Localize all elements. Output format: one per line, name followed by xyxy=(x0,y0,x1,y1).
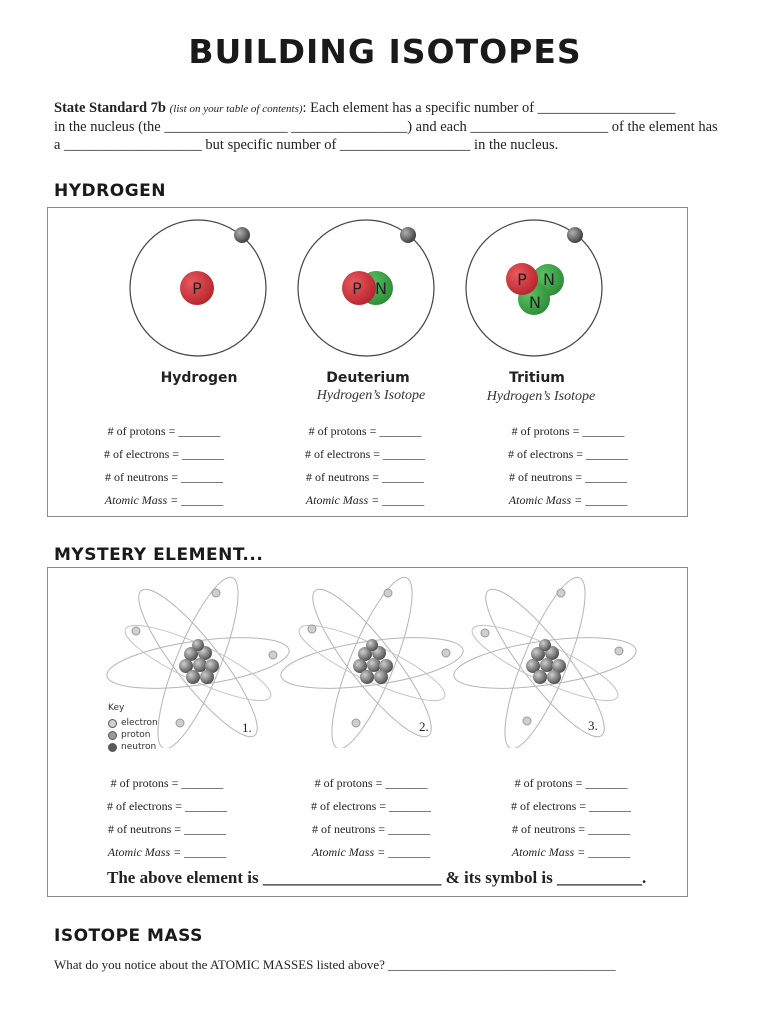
electrons-question: # of electrons = _______ xyxy=(103,447,225,461)
particle-key xyxy=(108,703,158,753)
mystery-atom-3 xyxy=(451,569,639,748)
electrons-question: # of electrons = _______ xyxy=(507,447,629,461)
key-title: Key xyxy=(108,703,125,713)
key-neutron xyxy=(108,741,158,753)
electron xyxy=(615,647,623,655)
proton-swatch xyxy=(108,731,117,740)
section-isotope-mass-heading: ISOTOPE MASS xyxy=(54,926,203,946)
hydrogen-questions-3 xyxy=(468,420,668,512)
electron xyxy=(132,627,140,635)
atomic-mass-question: Atomic Mass = _______ xyxy=(107,845,227,859)
neutron-label: N xyxy=(375,279,387,298)
electrons-question: # of electrons = _______ xyxy=(106,799,228,813)
key-electron xyxy=(108,717,158,729)
proton-label: P xyxy=(517,270,527,289)
section-hydrogen-heading: HYDROGEN xyxy=(54,181,166,201)
electrons-question: # of electrons = _______ xyxy=(510,799,632,813)
protons-question: # of protons = _______ xyxy=(308,424,422,438)
neutrons-question: # of neutrons = _______ xyxy=(104,470,224,484)
atom-name-hydrogen: Hydrogen xyxy=(160,370,238,386)
electrons-question: # of electrons = _______ xyxy=(304,447,426,461)
standard-text-3: a ___________________ but specific number of __________________ in the nucleus. xyxy=(54,137,559,153)
atomic-mass-question: Atomic Mass = _______ xyxy=(311,845,431,859)
key-proton-label: proton xyxy=(121,730,151,740)
electron xyxy=(308,625,316,633)
standard-label: State Standard 7b xyxy=(54,100,166,116)
electron xyxy=(352,719,360,727)
atomic-mass-question: Atomic Mass = _______ xyxy=(305,493,425,507)
deuterium-atom xyxy=(298,220,434,356)
neutrons-question: # of neutrons = _______ xyxy=(511,822,631,836)
atom-name-deuterium: Deuterium xyxy=(326,370,410,386)
neutrons-question: # of neutrons = _______ xyxy=(305,470,425,484)
electrons-question: # of electrons = _______ xyxy=(310,799,432,813)
standard-note: (list on your table of contents) xyxy=(169,103,303,115)
isotope-mass-question: What do you notice about the ATOMIC MASSES listed above? ___________________________________ xyxy=(54,957,616,972)
hydrogen-questions-1 xyxy=(64,420,264,512)
atomic-mass-question: Atomic Mass = _______ xyxy=(511,845,631,859)
standard-text-2: in the nucleus (the _________________ ________________) and each ___________________ of the element has xyxy=(54,119,718,135)
page-title: BUILDING ISOTOPES xyxy=(188,32,582,71)
standard-text-1: : Each element has a specific number of ___________________ xyxy=(302,100,676,116)
key-proton xyxy=(108,729,158,741)
electron xyxy=(234,227,250,243)
tritium-atom xyxy=(466,220,602,356)
protons-question: # of protons = _______ xyxy=(514,776,628,790)
neutron-label: N xyxy=(529,293,541,312)
protons-question: # of protons = _______ xyxy=(110,776,224,790)
key-electron-label: electron xyxy=(121,718,158,728)
mystery-answer-line: The above element is _____________________ & its symbol is __________. xyxy=(107,868,647,887)
neutrons-question: # of neutrons = _______ xyxy=(508,470,628,484)
protons-question: # of protons = _______ xyxy=(511,424,625,438)
key-neutron-label: neutron xyxy=(121,742,157,752)
electron xyxy=(481,629,489,637)
electron xyxy=(212,589,220,597)
neutrons-question: # of neutrons = _______ xyxy=(311,822,431,836)
proton-label: P xyxy=(352,279,362,298)
electron xyxy=(523,717,531,725)
proton-label: P xyxy=(192,279,202,298)
mystery-questions-3 xyxy=(471,772,671,864)
neutron-label: N xyxy=(543,270,555,289)
mystery-atom-2 xyxy=(278,569,466,748)
protons-question: # of protons = _______ xyxy=(107,424,221,438)
electron xyxy=(400,227,416,243)
atom-number-3: 3. xyxy=(588,718,598,733)
atom-subtitle-deuterium: Hydrogen’s Isotope xyxy=(316,388,426,403)
atomic-mass-question: Atomic Mass = _______ xyxy=(508,493,628,507)
state-standard xyxy=(54,99,734,154)
electron xyxy=(557,589,565,597)
electron xyxy=(269,651,277,659)
section-mystery-heading: MYSTERY ELEMENT... xyxy=(54,545,264,565)
atom-name-tritium: Tritium xyxy=(509,370,565,386)
protons-question: # of protons = _______ xyxy=(314,776,428,790)
hydrogen-atom xyxy=(130,220,266,356)
atom-number-2: 2. xyxy=(419,719,429,734)
atom-subtitle-tritium: Hydrogen’s Isotope xyxy=(486,389,596,404)
atomic-mass-question: Atomic Mass = _______ xyxy=(104,493,224,507)
electron xyxy=(442,649,450,657)
electron xyxy=(176,719,184,727)
neutron-swatch xyxy=(108,743,117,752)
mystery-questions-1 xyxy=(67,772,267,864)
mystery-questions-2 xyxy=(271,772,471,864)
electron xyxy=(567,227,583,243)
atom-number-1: 1. xyxy=(242,720,252,735)
hydrogen-atoms-diagram xyxy=(48,208,686,368)
electron xyxy=(384,589,392,597)
hydrogen-questions-2 xyxy=(265,420,465,512)
electron-swatch xyxy=(108,719,117,728)
neutrons-question: # of neutrons = _______ xyxy=(107,822,227,836)
